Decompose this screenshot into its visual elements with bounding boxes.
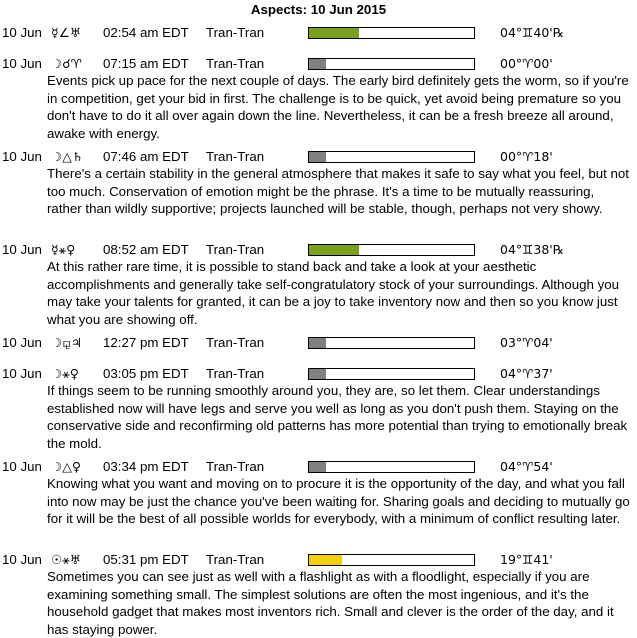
strength-bar-fill <box>309 59 326 69</box>
aspect-glyphs: ☽△♀ <box>51 459 81 474</box>
aspect-header-row <box>0 366 637 382</box>
aspect-entry <box>0 25 637 41</box>
aspect-position: 04°♈54' <box>500 459 553 474</box>
aspect-date: 10 Jun <box>2 149 42 164</box>
strength-bar-fill <box>309 555 342 565</box>
aspect-date: 10 Jun <box>2 242 42 257</box>
aspect-type: Tran-Tran <box>206 56 265 71</box>
strength-bar-fill <box>309 28 359 38</box>
strength-bar <box>308 368 475 380</box>
aspect-position: 03°♈04' <box>500 335 553 350</box>
aspect-time: 08:52 am EDT <box>103 242 189 257</box>
aspect-entry <box>0 149 637 218</box>
aspect-glyphs: ☉⚹♅ <box>51 552 81 567</box>
aspect-type: Tran-Tran <box>206 552 265 567</box>
strength-bar <box>308 337 475 349</box>
aspect-header-row <box>0 56 637 72</box>
aspect-date: 10 Jun <box>2 552 42 567</box>
aspect-time: 12:27 pm EDT <box>103 335 189 350</box>
strength-bar <box>308 27 475 39</box>
aspect-description: If things seem to be running smoothly around you, they are, so let them. Clear understandings established now will have legs and serve you well as long as you don't push them. Staying on the conservative side and reconfirming old patterns has more potential than trying to emotionally break the mold. <box>47 383 628 451</box>
page-title: Aspects: 10 Jun 2015 <box>250 2 387 17</box>
aspect-position: 00°♈18' <box>500 149 553 164</box>
aspect-entry <box>0 242 637 328</box>
aspect-header-row <box>0 552 637 568</box>
aspect-position: 04°♈37' <box>500 366 553 381</box>
aspect-type: Tran-Tran <box>206 242 265 257</box>
aspect-date: 10 Jun <box>2 335 42 350</box>
aspect-description: At this rather rare time, it is possible to stand back and take a look at your aesthetic accomplishments and generally take self-congratulatory stock of your surroundings. Although you may take your talents for granted, it can be a joy to take inventory now and then so you know just what you are showing off. <box>47 259 620 327</box>
aspect-entry <box>0 459 637 528</box>
aspect-entry <box>0 335 637 351</box>
aspect-position: 00°♈00' <box>500 56 553 71</box>
aspect-date: 10 Jun <box>2 366 42 381</box>
aspect-entry <box>0 366 637 452</box>
aspect-time: 03:34 pm EDT <box>103 459 189 474</box>
strength-bar <box>308 554 475 566</box>
aspect-time: 03:05 pm EDT <box>103 366 189 381</box>
aspect-glyphs: ☽☌♈ <box>51 56 82 71</box>
aspect-description: Events pick up pace for the next couple of days. The early bird definitely gets the worm, so if you're in competition, get your bid in first. The challenge is to be quick, yet avoid being premature so you don't have to do it all over again down the line. Nevertheless, it can be a fresh breeze all around, awake with energy. <box>47 73 629 141</box>
strength-bar <box>308 151 475 163</box>
aspect-glyphs: ☿∠♅ <box>51 25 82 40</box>
aspect-header-row <box>0 459 637 475</box>
aspect-header-row <box>0 149 637 165</box>
aspect-header-row <box>0 242 637 258</box>
aspect-type: Tran-Tran <box>206 335 265 350</box>
strength-bar-fill <box>309 152 326 162</box>
aspect-header-row <box>0 335 637 351</box>
aspect-glyphs: ☽⚼♃ <box>51 335 83 350</box>
strength-bar-fill <box>309 369 326 379</box>
aspect-type: Tran-Tran <box>206 25 265 40</box>
aspect-date: 10 Jun <box>2 25 42 40</box>
aspect-position: 04°♊38'℞ <box>500 242 564 257</box>
aspect-description: Sometimes you can see just as well with a flashlight as with a floodlight, especially if you are examining something small. The simplest solutions are often the most ingenious, and it's the household gadget that makes most inventors rich. Small and clever is the order of the day, and it has staying power. <box>47 569 614 637</box>
aspect-date: 10 Jun <box>2 56 42 71</box>
strength-bar-fill <box>309 462 326 472</box>
aspect-position: 19°♊41' <box>500 552 553 567</box>
aspect-entry <box>0 56 637 142</box>
aspect-description: Knowing what you want and moving on to procure it is the opportunity of the day, and what you fall into now may be just the chance you've been waiting for. Sharing goals and deciding to mutually go for it will be the best of all possible worlds for everybody, with a minimum of conflict resulting later. <box>47 476 630 526</box>
aspect-time: 02:54 am EDT <box>103 25 189 40</box>
strength-bar <box>308 461 475 473</box>
aspect-glyphs: ☿⚹♀ <box>51 242 76 257</box>
aspect-type: Tran-Tran <box>206 366 265 381</box>
aspect-time: 05:31 pm EDT <box>103 552 189 567</box>
aspect-description: There's a certain stability in the general atmosphere that makes it safe to say what you feel, but not too much. Conservation of emotion might be the phrase. It's a time to be mutually reassuring, rather than wildly supportive; projects launched will be stable, though, perhaps not very showy. <box>47 166 630 216</box>
aspect-time: 07:46 am EDT <box>103 149 189 164</box>
aspect-glyphs: ☽⚹♀ <box>51 366 79 381</box>
aspect-entry <box>0 552 637 638</box>
strength-bar <box>308 58 475 70</box>
strength-bar-fill <box>309 338 326 348</box>
aspect-header-row <box>0 25 637 41</box>
aspect-glyphs: ☽△♄ <box>51 149 84 164</box>
aspect-time: 07:15 am EDT <box>103 56 189 71</box>
aspect-date: 10 Jun <box>2 459 42 474</box>
aspect-type: Tran-Tran <box>206 149 265 164</box>
strength-bar-fill <box>309 245 359 255</box>
aspect-type: Tran-Tran <box>206 459 265 474</box>
aspect-position: 04°♊40'℞ <box>500 25 564 40</box>
strength-bar <box>308 244 475 256</box>
